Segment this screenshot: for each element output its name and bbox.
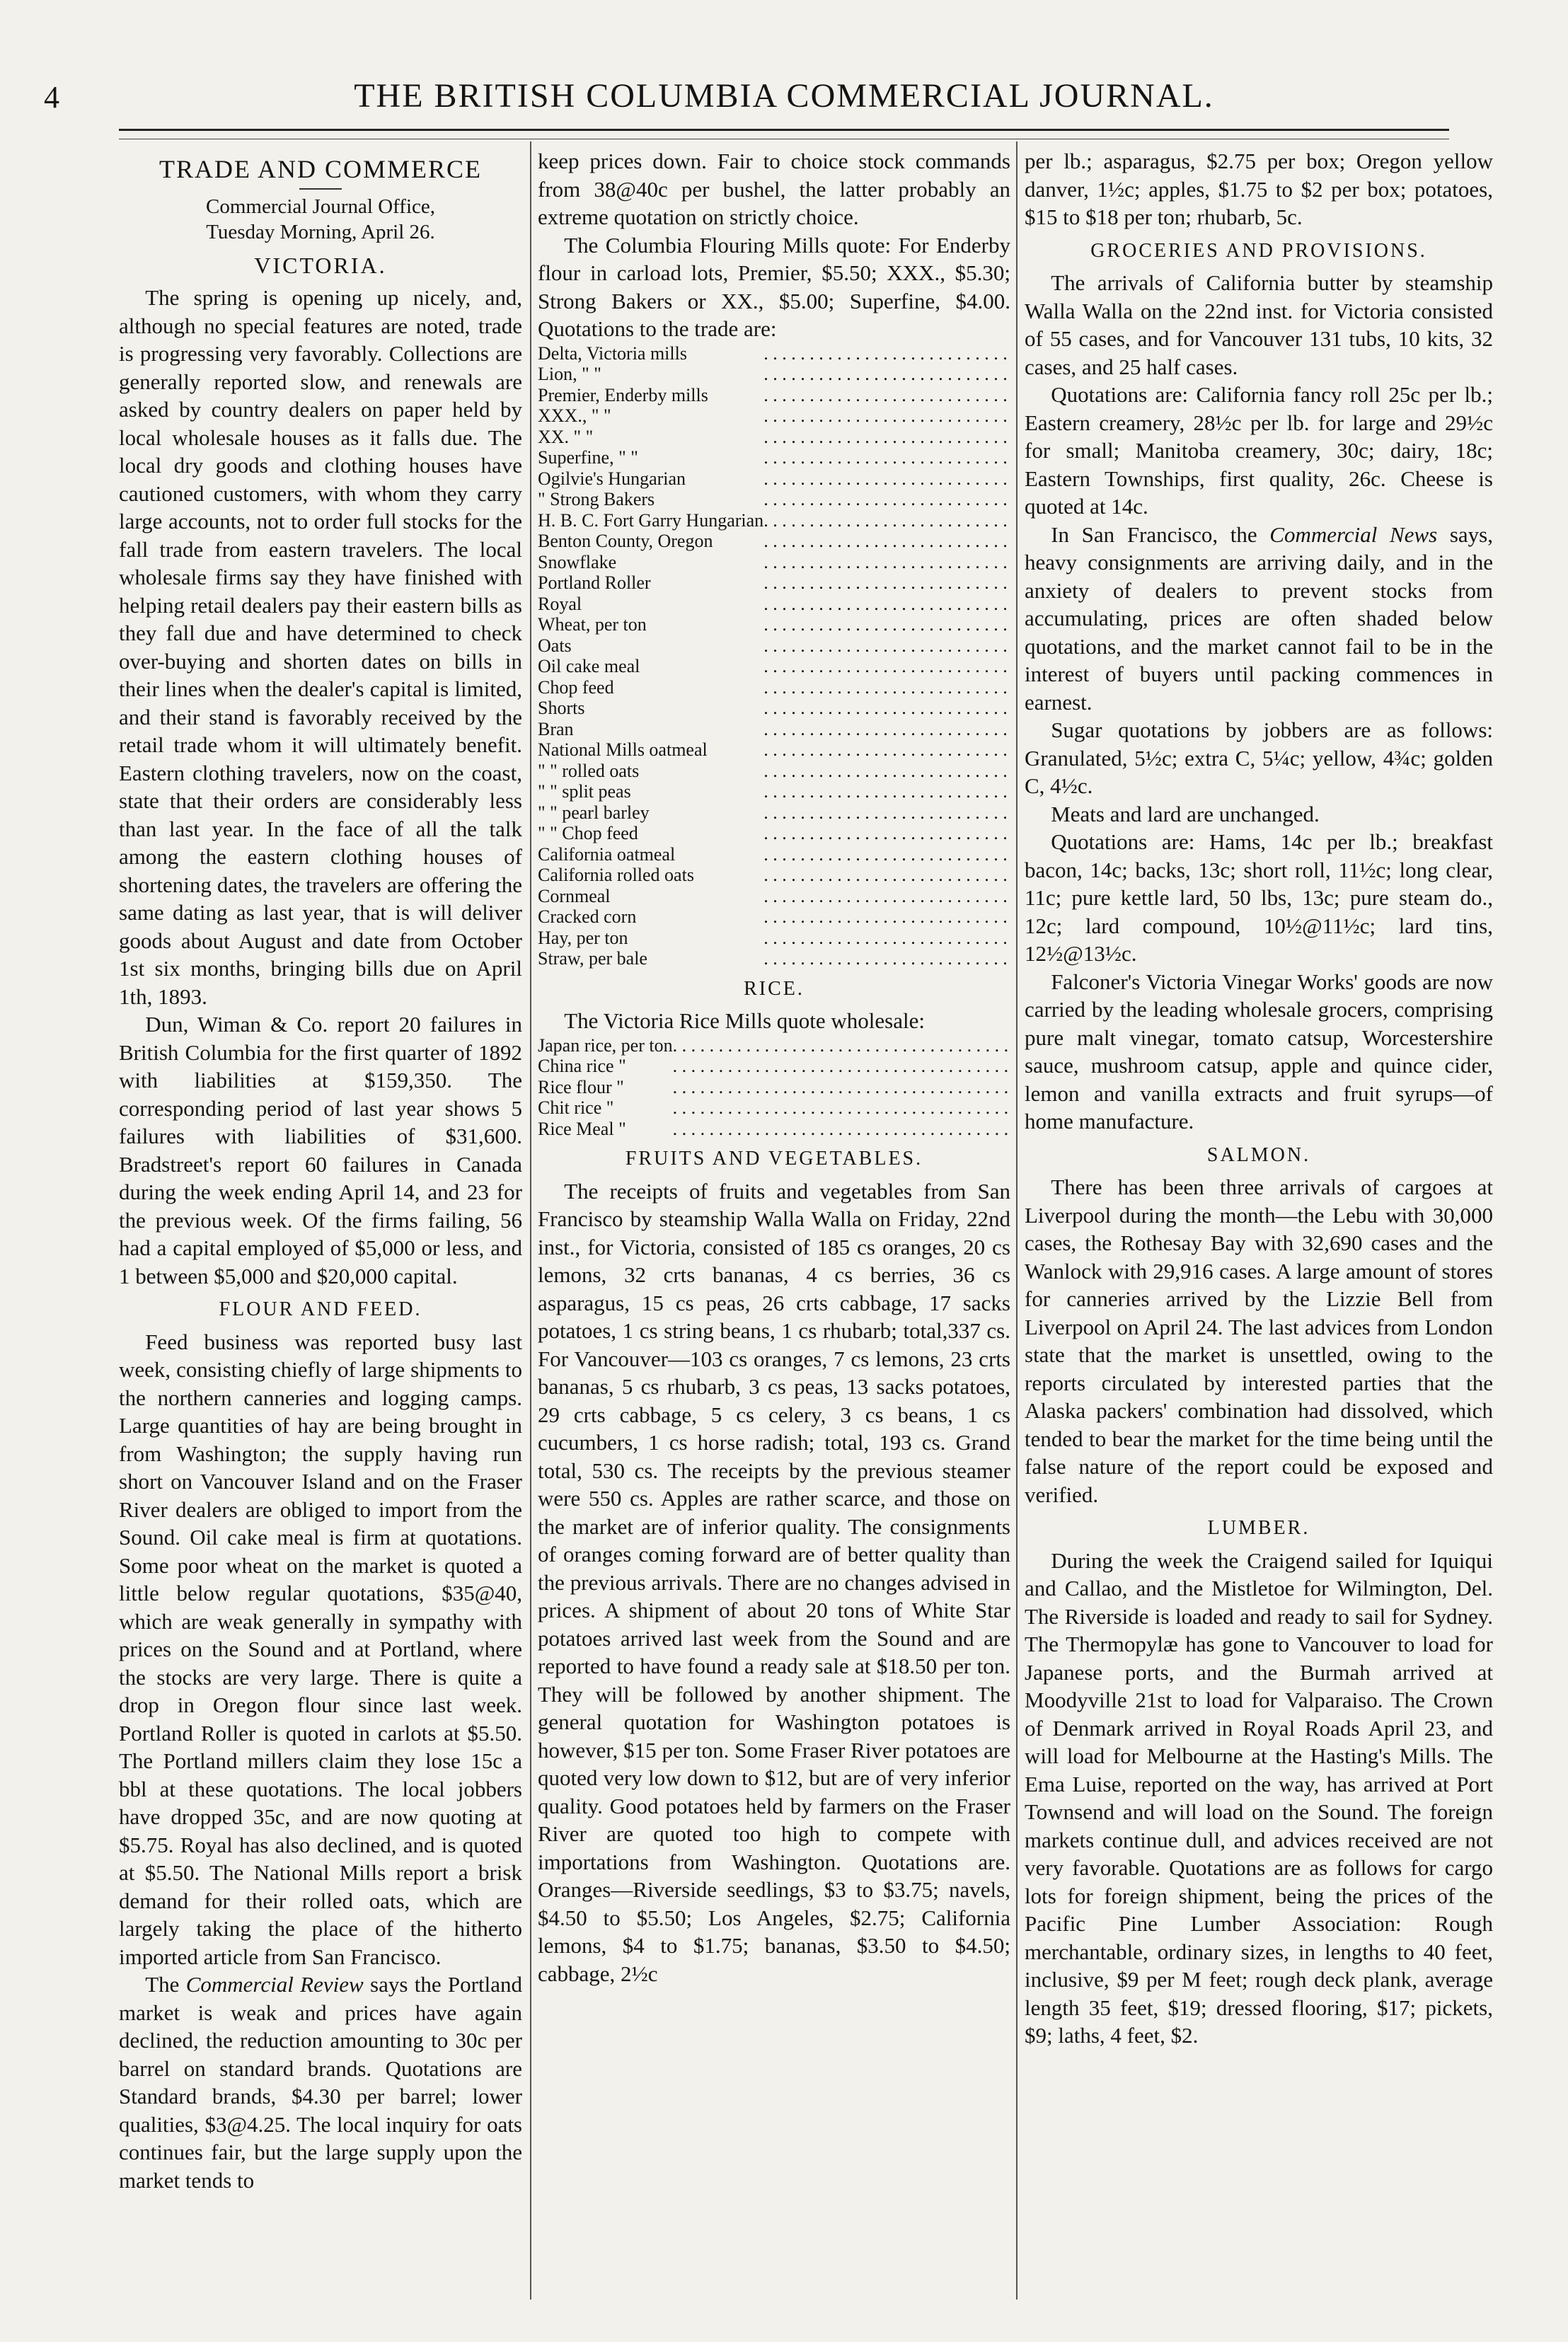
text-run: The (145, 1972, 186, 1997)
article-paragraph: Feed business was reported busy last week, consisting chiefly of large shipments to the northern canneries and logging camps. Large quantities of hay are being brought in from Washington; the supply having run short on Vancouver Island and on the Fraser River dealers are obliged to import from the Sound. Oil cake meal is firm at quotations. Some poor wheat on the market is quoted a little below regular quotations, $35@40, which are weak generally in sympathy with prices on the Sound and at Portland, where the stocks are very large. There is quite a drop in Oregon flour since last week. Portland Roller is quoted in carlots at $5.50. The Portland millers claim they lose 15c a bbl at these quotations. The local jobbers have dropped 35c, and are now quoting at $5.75. Royal has also declined, and is quoted at $5.50. The National Mills report a brisk demand for their rolled oats, which are largely taking the place of the hitherto imported article from San Francisco. (119, 1329, 522, 1969)
leader-dots (763, 468, 1010, 490)
article-paragraph: Sugar quotations by jobbers are as follows: Granulated, 5½c; extra C, 5¼c; yellow, 4¾c; golden C, 4½c. (1025, 717, 1493, 798)
leader-dots (763, 739, 1010, 761)
leader-dots (763, 656, 1010, 677)
article-paragraph: During the week the Craigend sailed for Iquiqui and Callao, and the Mistletoe for Wilmington, Del. The Riverside is loaded and ready to sail for Sydney. The Thermopylæ has gone to Vancouver to load for Japanese ports, and the Burmah arrived at Moodyville 21st to load for Valparaiso. The Crown of Denmark arrived in Royal Roads April 23, and will load for Melbourne at the Hasting's Mills. The Ema Luise, reported on the way, has arrived at Port Townsend and will load on the Sound. The foreign markets continue dull, and advices received are not very favorable. Quotations are as follows for cargo lots for foreign shipment, being the prices of the Pacific Pine Lumber Association: Rough merchantable, ordinary sizes, in lengths to 40 feet, inclusive, $9 per M feet; rough deck plank, average length 35 feet, $19; dressed flooring, $17; pickets, $9; laths, 4 feet, $2. (1025, 1547, 1493, 2048)
article-paragraph: Meats and lard are unchanged. (1051, 801, 1320, 826)
text-run: In San Francisco, the (1051, 521, 1270, 547)
leader-dots (763, 886, 1010, 907)
leader-dots (763, 531, 1010, 552)
article-paragraph: The spring is opening up nicely, and, although no special features are noted, trade is progressing very favorably. Collections are generally reported slow, and renewals are asked by country dealers on paper held by local wholesale houses as it falls due. The local dry goods and clothing houses have cautioned customers, with whom they carry large accounts, not to order full stocks for the fall trade from eastern travelers. The local wholesale firms say they have finished with helping retail dealers pay their eastern bills as they fall due and have determined to check over-buying and shorten dates on bills in their lines when the dealer's capital is limited, and their stand is favorably received by the retail trade whom it will ultimately benefit. Eastern clothing travelers, now on the coast, state that their orders are considerably less than last year. In the face of all the talk among the eastern clothing houses of shortening dates, the travelers are offering the same dating as last year, that is will deliver goods about August and date from October 1st six months, bringing bills due on April 1th, 1893. (119, 285, 522, 1009)
column-2 (538, 147, 1010, 2298)
divider (299, 188, 342, 190)
subsection-heading: RICE. (744, 977, 805, 1000)
publication-title: Commercial Review (185, 1972, 364, 1997)
leader-dots (763, 823, 1010, 844)
leader-dots (763, 447, 1010, 468)
item-name: " " rolled oats (538, 760, 640, 781)
item-name: Benton County, Oregon (538, 531, 713, 551)
item-name: Rice flour " (538, 1076, 624, 1097)
item-name: Snowflake (538, 551, 617, 572)
item-name: " Strong Bakers (538, 489, 655, 509)
item-name: Oats (538, 635, 572, 656)
item-name: Lion, " " (538, 364, 601, 384)
item-name: " " split peas (538, 781, 631, 802)
price-row (538, 510, 1010, 531)
price-row (538, 698, 1010, 719)
masthead-rule (119, 129, 1449, 131)
leader-dots (763, 427, 1010, 448)
item-name: Premier, Enderby mills (538, 384, 708, 405)
price-row (538, 865, 1010, 886)
date-line: Tuesday Morning, April 26. (206, 220, 435, 243)
leader-dots (673, 1097, 1010, 1119)
item-name: Chit rice " (538, 1097, 614, 1118)
leader-dots (673, 1119, 1010, 1140)
price-row (538, 948, 1010, 969)
price-row (538, 739, 1010, 761)
column-divider (530, 142, 531, 2300)
subsection-heading: FLOUR AND FEED. (219, 1298, 422, 1320)
leader-dots (763, 781, 1010, 802)
price-row (538, 1035, 1010, 1056)
price-row (538, 447, 1010, 468)
article-paragraph (1025, 521, 1493, 717)
price-row (538, 552, 1010, 573)
item-name: Hay, per ton (538, 927, 628, 948)
article-paragraph: per lb.; asparagus, $2.75 per box; Oregon yellow danver, 1½c; apples, $1.75 to $2 per box; potatoes, $15 to $18 per ton; rhubarb, 5c. (1025, 149, 1493, 229)
leader-dots (763, 343, 1010, 364)
leader-dots (763, 635, 1010, 657)
item-name: H. B. C. Fort Garry Hungarian (538, 509, 764, 531)
subsection-heading: FRUITS AND VEGETABLES. (625, 1148, 923, 1170)
price-row (538, 928, 1010, 949)
leader-dots (763, 614, 1010, 635)
item-name: California oatmeal (538, 843, 676, 865)
article-paragraph: The arrivals of California butter by steamship Walla Walla on the 22nd inst. for Victoria consisted of 55 cases, and for Vancouver 131 tubs, 10 kits, 32 cases, and 25 half cases. (1025, 270, 1493, 379)
leader-dots (763, 510, 1010, 531)
leader-dots (673, 1035, 1010, 1056)
item-name: XXX., " " (538, 405, 611, 426)
column-3 (1025, 147, 1493, 2298)
item-name: Wheat, per ton (538, 614, 647, 635)
subsection-heading: LUMBER. (1207, 1517, 1310, 1539)
price-row (538, 531, 1010, 552)
article-paragraph: Dun, Wiman & Co. report 20 failures in British Columbia for the first quarter of 1892 with liabilities at $159,350. The corresponding period of last year shows 5 failures with liabilities of $31,600. Bradstreet's report 60 failures in Canada during the week ending April 14, and 23 for the previous week. Of the firms failing, 56 had a capital employed of $5,000 or less, and 1 between $5,000 and $20,000 capital. (119, 1012, 522, 1288)
price-row (538, 385, 1010, 406)
item-name: Oil cake meal (538, 656, 640, 676)
item-name: Superfine, " " (538, 447, 638, 468)
item-name: National Mills oatmeal (538, 739, 708, 760)
item-name: Royal (538, 593, 582, 614)
article-paragraph: The receipts of fruits and vegetables from San Francisco by steamship Walla Walla on Friday, 22nd inst., for Victoria, consisted of 185 cs oranges, 20 cs lemons, 32 crts bananas, 4 cs berries, 36 cs asparagus, 15 cs peas, 26 crts cabbage, 17 sacks potatoes, 1 cs string beans, 1 cs rhubarb; total,337 cs. For Vancouver—103 cs oranges, 7 cs lemons, 23 crts bananas, 5 cs rhubarb, 3 cs peas, 13 sacks potatoes, 29 crts cabbage, 5 cs celery, 3 cs beans, 1 cs cucumbers, 1 cs horse radish; total, 193 cs. Grand total, 530 cs. The receipts by the previous steamer were 550 cs. Apples are rather scarce, and those on the market are of inferior quality. The consignments of oranges coming forward are of better quality than the previous arrivals. There are no changes advised in prices. A shipment of about 20 tons of White Star potatoes arrived last week from the Sound and are reported to have found a ready sale at $18.50 per ton. They will be followed by another shipment. The general quotation for Washington potatoes is however, $15 per ton. Some Fraser River potatoes are quoted very low down to $12, but are of very inferior quality. Good potatoes held by farmers on the Fraser River are quoted too high to compete with importations from Washington. Quotations are. Oranges—Riverside seedlings, $3 to $3.75; navels, $4.50 to $5.50; Los Angeles, $2.75; California lemons, $4 to $1.75; bananas, $3.50 to $4.50; cabbage, 2½c (538, 1178, 1010, 1986)
item-name: " " pearl barley (538, 802, 650, 823)
item-name: Chop feed (538, 676, 614, 698)
item-name: " " Chop feed (538, 823, 638, 843)
leader-dots (763, 385, 1010, 406)
leader-dots (763, 928, 1010, 949)
article-paragraph: The Victoria Rice Mills quote wholesale: (564, 1008, 925, 1033)
subsection-heading: GROCERIES AND PROVISIONS. (1090, 239, 1427, 262)
price-row (538, 489, 1010, 510)
price-row (538, 572, 1010, 594)
leader-dots (673, 1056, 1010, 1077)
leader-dots (763, 719, 1010, 740)
item-name: Ogilvie's Hungarian (538, 468, 686, 489)
price-row (538, 364, 1010, 385)
leader-dots (763, 489, 1010, 510)
flour-feed-price-table (538, 343, 1010, 969)
leader-dots (763, 865, 1010, 886)
article-paragraph: Quotations are: California fancy roll 25c per lb.; Eastern creamery, 28½c per lb. for large and 29½c for small; Manitoba creamery, 30c; dairy, 18c; Eastern Townships, first quality, 26c. Cheese is quoted at 14c. (1025, 382, 1493, 519)
item-name: Rice Meal " (538, 1118, 626, 1139)
leader-dots (763, 552, 1010, 573)
leader-dots (763, 761, 1010, 782)
section-heading: TRADE AND COMMERCE (158, 155, 483, 183)
price-row (538, 823, 1010, 844)
item-name: XX. " " (538, 426, 594, 447)
item-name: Portland Roller (538, 572, 651, 593)
leader-dots (763, 948, 1010, 969)
leader-dots (763, 677, 1010, 698)
price-row (538, 802, 1010, 824)
price-row (538, 886, 1010, 907)
item-name: Japan rice, per ton (538, 1034, 673, 1056)
price-row (538, 656, 1010, 677)
item-name: China rice " (538, 1056, 626, 1076)
column-divider (1016, 142, 1018, 2300)
city-heading: VICTORIA. (254, 252, 387, 278)
item-name: California rolled oats (538, 865, 694, 885)
price-row (538, 1097, 1010, 1119)
text-run: says the Portland market is weak and prices have again declined, the reduction amounting to 30c per barrel on standard brands. Quotations are Standard brands, $4.30 per barrel; lower qualities, $3@4.25. The local inquiry for oats continues fair, but the large supply upon the market tends to (119, 1972, 522, 2193)
article-paragraph: Falconer's Victoria Vinegar Works' goods are now carried by the leading wholesale grocers, comprising pure malt vinegar, tomato catsup, Worcestershire sauce, mushroom catsup, apple and quince cider, lemon and vanilla extracts and fruit syrups—of home manufacture. (1025, 969, 1493, 1133)
leader-dots (763, 802, 1010, 824)
leader-dots (763, 594, 1010, 615)
price-row (538, 594, 1010, 615)
column-1 (119, 147, 522, 2298)
article-paragraph (119, 1971, 522, 2194)
price-row (538, 343, 1010, 364)
article-paragraph: The Columbia Flouring Mills quote: For Enderby flour in carload lots, Premier, $5.50; XXX., $5.30; Strong Bakers or XX., $5.00; Superfine, $4.00. Quotations to the trade are: (538, 232, 1010, 341)
price-row (538, 781, 1010, 802)
price-row (538, 405, 1010, 427)
price-row (538, 844, 1010, 865)
leader-dots (763, 844, 1010, 865)
masthead: THE BRITISH COLUMBIA COMMERCIAL JOURNAL. (354, 77, 1214, 115)
price-row (538, 1077, 1010, 1098)
price-row (538, 427, 1010, 448)
price-row (538, 1119, 1010, 1140)
leader-dots (763, 364, 1010, 385)
office-line: Commercial Journal Office, (206, 195, 435, 218)
leader-dots (763, 906, 1010, 928)
rice-price-table (538, 1035, 1010, 1140)
item-name: Bran (538, 718, 574, 739)
price-row (538, 761, 1010, 782)
price-row (538, 1056, 1010, 1077)
price-row (538, 906, 1010, 928)
publication-title: Commercial News (1269, 521, 1438, 547)
article-paragraph: Quotations are: Hams, 14c per lb.; breakfast bacon, 14c; backs, 13c; short roll, 11½c; long clear, 11c; pure kettle lard, 50 lbs, 13c; pure steam do., 12c; lard compound, 10½@11½c; lard tins, 12½@13½c. (1025, 829, 1493, 966)
leader-dots (763, 572, 1010, 594)
price-row (538, 468, 1010, 490)
subsection-heading: SALMON. (1206, 1143, 1311, 1166)
article-paragraph: keep prices down. Fair to choice stock commands from 38@40c per bushel, the latter probably an extreme quotation on strictly choice. (538, 149, 1010, 229)
page-number: 4 (44, 80, 59, 115)
item-name: Shorts (538, 698, 585, 718)
leader-dots (763, 698, 1010, 719)
price-row (538, 614, 1010, 635)
price-row (538, 677, 1010, 698)
item-name: Delta, Victoria mills (538, 342, 687, 364)
leader-dots (673, 1077, 1010, 1098)
item-name: Cornmeal (538, 885, 611, 906)
item-name: Straw, per bale (538, 948, 647, 969)
leader-dots (763, 405, 1010, 427)
article-paragraph: There has been three arrivals of cargoes at Liverpool during the month—the Lebu with 30,000 cases, the Rothesay Bay with 32,690 cases and the Wanlock with 29,916 cases. A large amount of stores for canneries arrived by the Lizzie Bell from Liverpool on April 24. The last advices from London state that the market is unsettled, owing to the reports circulated by interested parties that the Alaska packers' combination had dissolved, which tended to bear the market for the time being until the false nature of the report could be exposed and verified. (1025, 1175, 1493, 1507)
price-row (538, 635, 1010, 657)
text-run: says, heavy consignments are arriving daily, and in the anxiety of dealers to prevent stocks from accumulating, prices are often shaded below quotations, and the market cannot fail to be in the interest of buyers until packing commences in earnest. (1025, 521, 1493, 715)
price-row (538, 719, 1010, 740)
item-name: Cracked corn (538, 906, 637, 927)
